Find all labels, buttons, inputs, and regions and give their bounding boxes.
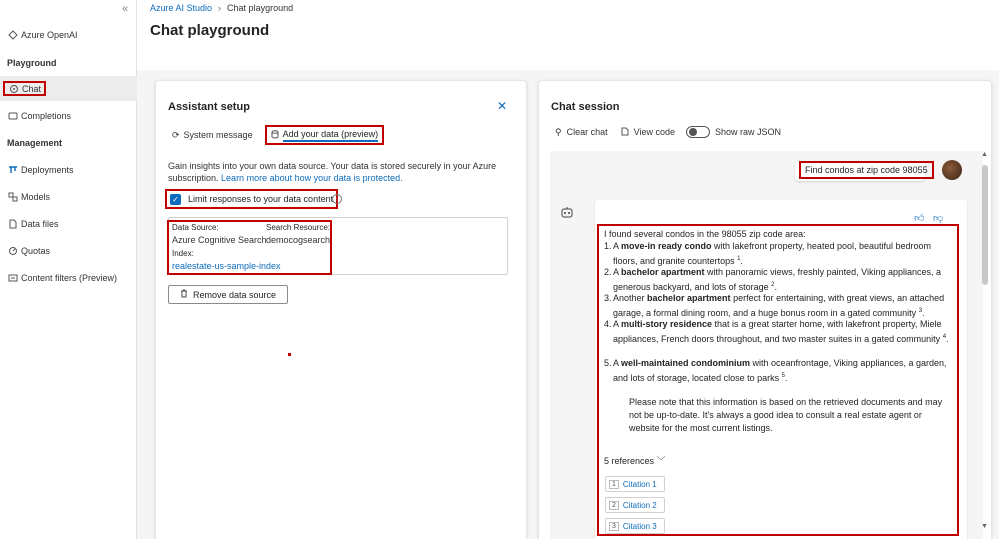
data-source-label: Data Source: bbox=[172, 223, 219, 232]
chevron-right-icon: › bbox=[218, 3, 222, 13]
list-number: 1. bbox=[604, 241, 612, 251]
trash-icon bbox=[180, 289, 188, 300]
references-label: 5 references bbox=[604, 456, 655, 466]
chevron-down-icon: ﹀ bbox=[656, 456, 666, 466]
sidebar-item-label: Completions bbox=[21, 110, 72, 121]
list-end: . bbox=[922, 308, 925, 318]
sidebar-item-completions[interactable] bbox=[0, 103, 137, 128]
list-bold: well-maintained condominium bbox=[621, 358, 751, 368]
data-description bbox=[168, 160, 513, 184]
database-icon bbox=[271, 130, 279, 141]
thumbs-down-icon[interactable]: 👎︎ bbox=[933, 213, 944, 224]
scroll-up-icon[interactable]: ▲ bbox=[981, 151, 988, 158]
list-text: with panoramic views, freshly painted, Viking appliances, a generous backyard, and lots of storage bbox=[613, 267, 942, 292]
citation-label: Citation 1 bbox=[622, 479, 657, 489]
index-link[interactable]: realestate-us-sample-index bbox=[172, 261, 281, 271]
sidebar-item-data-files[interactable] bbox=[0, 211, 137, 236]
deployments-icon bbox=[7, 164, 19, 176]
chat-session-panel bbox=[538, 80, 992, 539]
assistant-setup-title: Assistant setup bbox=[168, 101, 250, 113]
sidebar-item-azure-openai[interactable] bbox=[0, 22, 137, 47]
list-bold: multi-story residence bbox=[621, 319, 713, 329]
sidebar-item-models[interactable] bbox=[0, 184, 137, 209]
completions-icon bbox=[7, 110, 19, 122]
page-title: Chat playground bbox=[150, 22, 270, 39]
list-item bbox=[604, 240, 953, 268]
view-code-button[interactable]: View code bbox=[633, 127, 675, 137]
sidebar-item-label: Data files bbox=[21, 218, 59, 229]
openai-icon bbox=[7, 29, 19, 41]
user-message bbox=[795, 161, 928, 181]
user-message-text: Find condos at zip code 98055 bbox=[799, 161, 934, 179]
close-icon[interactable]: ✕ bbox=[496, 99, 507, 113]
list-number: 4. bbox=[604, 319, 612, 329]
list-number: 3. bbox=[604, 293, 612, 303]
models-icon bbox=[7, 191, 19, 203]
answer-note: Please note that this information is based on the retrieved documents and may not be up-to-date. It's always a good idea to consult a real estate agent or website for the most current listings. bbox=[629, 397, 943, 433]
avatar bbox=[942, 160, 962, 180]
annotation-dot bbox=[288, 353, 291, 356]
sidebar-item-label: Chat bbox=[22, 83, 42, 94]
content-filters-icon bbox=[7, 272, 19, 284]
list-bold: move-in ready condo bbox=[621, 241, 712, 251]
code-icon bbox=[621, 127, 629, 138]
limit-responses-label: Limit responses to your data content bbox=[188, 194, 334, 204]
breadcrumb bbox=[150, 3, 293, 13]
data-source-value: Azure Cognitive Search bbox=[172, 235, 267, 245]
info-icon[interactable]: i bbox=[332, 194, 342, 204]
list-end: . bbox=[946, 334, 949, 344]
sidebar-item-label: Models bbox=[21, 191, 51, 202]
collapse-sidebar-icon[interactable]: « bbox=[122, 3, 129, 15]
sidebar bbox=[0, 0, 137, 539]
raw-json-label: Show raw JSON bbox=[715, 127, 782, 137]
quotas-icon bbox=[7, 245, 19, 257]
chat-icon bbox=[8, 83, 20, 95]
list-bold: bachelor apartment bbox=[621, 267, 705, 277]
sidebar-item-label: Content filters (Preview) bbox=[21, 272, 118, 283]
citation-button[interactable] bbox=[605, 518, 665, 534]
list-bold: bachelor apartment bbox=[647, 293, 731, 303]
data-protection-link[interactable]: Learn more about how your data is protected. bbox=[221, 173, 403, 183]
description-text: Gain insights into your own data source. Your data is stored securely in your Azure subscription. bbox=[168, 161, 497, 183]
sidebar-section-playground: Playground bbox=[7, 57, 57, 68]
tab-label: Add your data (preview) bbox=[283, 129, 379, 142]
clear-chat-button[interactable]: Clear chat bbox=[566, 127, 608, 137]
citation-button[interactable] bbox=[605, 497, 665, 513]
breadcrumb-current: Chat playground bbox=[227, 3, 294, 13]
list-prefix: A bbox=[613, 358, 622, 368]
remove-label: Remove data source bbox=[192, 289, 277, 300]
citation-marker[interactable]: 3 bbox=[918, 308, 923, 314]
search-resource-value: democogsearch bbox=[266, 235, 331, 245]
citation-marker[interactable]: 2 bbox=[771, 282, 775, 288]
sidebar-item-label: Deployments bbox=[21, 164, 74, 175]
list-prefix: Another bbox=[613, 293, 648, 303]
citation-marker[interactable]: 4 bbox=[942, 334, 947, 340]
sidebar-item-label: Quotas bbox=[21, 245, 51, 256]
toggle-knob bbox=[689, 128, 697, 136]
citation-button[interactable] bbox=[605, 476, 665, 492]
citation-label: Citation 2 bbox=[622, 500, 657, 510]
list-prefix: A bbox=[613, 319, 622, 329]
remove-data-source-button[interactable] bbox=[168, 285, 288, 304]
limit-responses-checkbox[interactable] bbox=[165, 189, 338, 209]
sidebar-item-label: Azure OpenAI bbox=[21, 29, 78, 40]
tab-label: System message bbox=[183, 130, 253, 140]
chat-session-title: Chat session bbox=[551, 101, 620, 113]
scroll-down-icon[interactable]: ▼ bbox=[981, 523, 988, 530]
list-number: 2. bbox=[604, 267, 612, 277]
bot-icon bbox=[560, 205, 574, 222]
list-end: . bbox=[774, 282, 777, 292]
list-item bbox=[604, 318, 953, 346]
list-text: perfect for entertaining, with great views, an attached garage, a formal dining room, and a huge bonus room in a gated community bbox=[613, 293, 945, 318]
tab-system-message[interactable] bbox=[172, 125, 253, 145]
citation-number: 2 bbox=[609, 501, 619, 510]
sidebar-item-quotas[interactable] bbox=[0, 238, 137, 263]
sidebar-section-management: Management bbox=[7, 137, 63, 148]
index-label: Index: bbox=[172, 249, 194, 258]
raw-json-toggle[interactable] bbox=[686, 126, 710, 138]
broom-icon: ⚲ bbox=[555, 126, 562, 137]
assistant-setup-panel bbox=[155, 80, 527, 539]
citation-number: 3 bbox=[609, 522, 619, 531]
list-end: . bbox=[740, 256, 743, 266]
breadcrumb-root-link[interactable]: Azure AI Studio bbox=[150, 3, 213, 13]
tab-add-your-data[interactable] bbox=[265, 125, 385, 145]
refresh-icon: ⟳ bbox=[172, 129, 180, 140]
list-text: with lakefront property, heated pool, beautiful bedroom floors, and granite countertops bbox=[613, 241, 932, 266]
answer-intro: I found several condos in the 98055 zip code area: bbox=[604, 229, 806, 239]
assistant-tabs bbox=[172, 125, 384, 145]
chat-scrollbar[interactable] bbox=[981, 151, 989, 536]
list-prefix: A bbox=[613, 267, 622, 277]
list-prefix: A bbox=[613, 241, 622, 251]
list-number: 5. bbox=[604, 358, 612, 368]
sidebar-item-chat[interactable] bbox=[0, 76, 137, 101]
list-item bbox=[604, 266, 953, 294]
thumbs-up-icon[interactable]: 👍︎ bbox=[914, 213, 925, 224]
checkmark-icon: ✓ bbox=[170, 194, 181, 205]
citation-number: 1 bbox=[609, 480, 619, 489]
list-text: that is a great starter home, with lakefront property, Miele appliances, French doors throughout, and two master suites in a gated community bbox=[613, 319, 943, 344]
sidebar-item-content-filters[interactable] bbox=[0, 265, 137, 290]
sidebar-item-deployments[interactable] bbox=[0, 157, 137, 182]
data-files-icon bbox=[7, 218, 19, 230]
citation-marker[interactable]: 5 bbox=[781, 373, 785, 379]
citation-marker[interactable]: 1 bbox=[737, 256, 741, 262]
list-end: . bbox=[784, 373, 788, 383]
chat-highlight bbox=[3, 81, 46, 96]
search-resource-label: Search Resource: bbox=[266, 223, 331, 232]
chat-toolbar bbox=[555, 126, 781, 138]
citation-label: Citation 3 bbox=[622, 521, 657, 531]
list-text: with oceanfrontage, Viking appliances, a garden, and lots of storage, located close to parks bbox=[613, 358, 947, 383]
scroll-thumb[interactable] bbox=[982, 165, 988, 285]
list-item bbox=[604, 292, 953, 320]
references-toggle[interactable] bbox=[604, 454, 666, 467]
list-item bbox=[604, 357, 953, 385]
